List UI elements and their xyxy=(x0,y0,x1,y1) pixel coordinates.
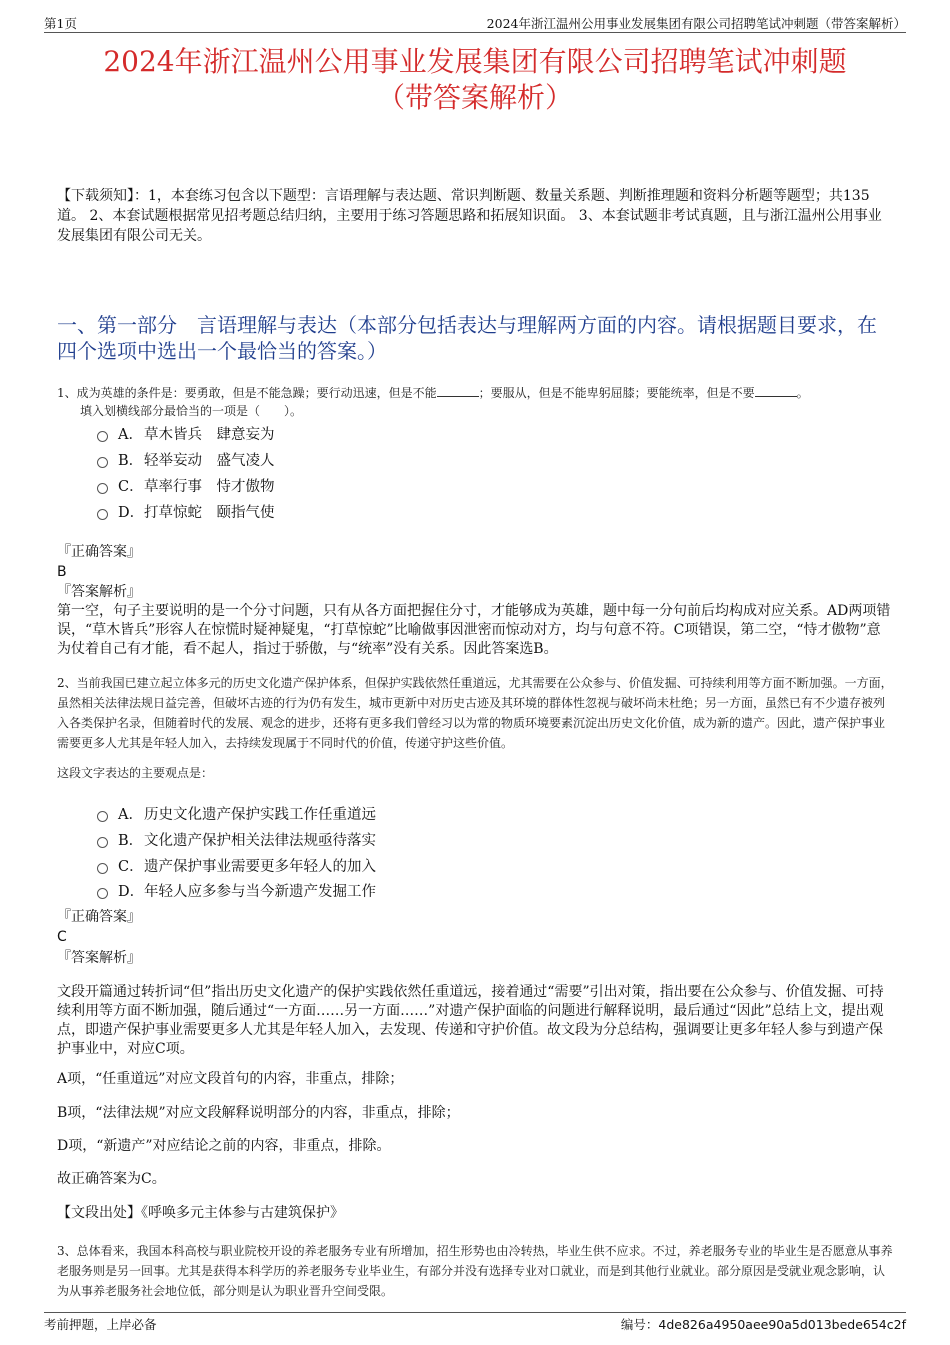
radio-icon[interactable] xyxy=(97,837,108,848)
page-number: 第1页 xyxy=(44,16,77,31)
download-notice: 【下载须知】：1，本套练习包含以下题型：言语理解与表达题、常识判断题、数量关系题、判断推理题和资料分析题等题型；共135道。 2、本套试题根据常见招考题总结归纳，主要用于练习答题思路和拓展知识面。 3、本套试题非考试真题，且与浙江温州公用事业发展集团有限公司无关。 xyxy=(57,188,882,244)
q1-instruction: 填入划横线部分最恰当的一项是（ ）。 xyxy=(80,404,303,418)
section-heading: 一、第一部分 言语理解与表达（本部分包括表达与理解两方面的内容。请根据题目要求，在四个选项中选出一个最恰当的答案。） xyxy=(57,313,877,363)
q2-answer: C xyxy=(57,929,67,945)
q2-note-d: D项，“新遗产”对应结论之前的内容，非重点，排除。 xyxy=(57,1138,391,1154)
q2-conclusion: 故正确答案为C。 xyxy=(57,1171,166,1187)
q2-analysis: 文段开篇通过转折词“但”指出历史文化遗产的保护实践依然任重道远，接着通过“需要”引出对策，指出要在公众参与、价值发掘、可持续利用等方面不断加强，随后通过“一方面……另一方面……”对遗产保护面临的问题进行解释说明，最后通过“因此”总结上文，提出观点，即遗产保护事业需要更多人尤其是年轻人加入，去发现、传递和守护价值。故文段为分总结构，强调要让更多年轻人参与到遗产保护事业中，对应C项。 xyxy=(57,984,884,1057)
q2-note-b: B项，“法律法规”对应文段解释说明部分的内容，非重点，排除； xyxy=(57,1105,460,1121)
q2-source: 【文段出处】《呼唤多元主体参与古建筑保护》 xyxy=(57,1205,344,1221)
q1-option-a[interactable]: A． 草木皆兵 肆意妄为 xyxy=(97,423,275,443)
radio-icon[interactable] xyxy=(97,888,108,899)
footer-slogan: 考前押题，上岸必备 xyxy=(44,1317,157,1332)
q1-analysis-label: 『答案解析』 xyxy=(57,584,141,600)
q1-answer-label: 『正确答案』 xyxy=(57,544,141,560)
q1-blank-1 xyxy=(437,385,479,397)
q2-option-d[interactable]: D． 年轻人应多参与当今新遗产发掘工作 xyxy=(97,880,376,900)
q2-option-b[interactable]: B． 文化遗产保护相关法律法规亟待落实 xyxy=(97,829,376,849)
q1-option-b[interactable]: B． 轻举妄动 盛气凌人 xyxy=(97,449,275,469)
q3-stem: 3、总体看来，我国本科高校与职业院校开设的养老服务专业有所增加，招生形势也由冷转热，毕业生供不应求。不过，养老服务专业的毕业生是否愿意从事养老服务则是另一回事。尤其是获得本科学历的养老服务专业毕业生，有部分并没有选择专业对口就业，而是到其他行业就业。部分原因是受就业观念影响，认为从事养老服务社会地位低，部分则是认为职业晋升空间受限。 xyxy=(57,1244,893,1298)
q2-option-c[interactable]: C． 遗产保护事业需要更多年轻人的加入 xyxy=(97,855,376,875)
q1-answer: B xyxy=(57,564,67,580)
page-header xyxy=(44,12,906,33)
q2-answer-label: 『正确答案』 xyxy=(57,909,141,925)
radio-icon[interactable] xyxy=(97,483,108,494)
q1-option-c[interactable]: C． 草率行事 恃才傲物 xyxy=(97,475,275,495)
footer-code: 编号：4de826a4950aee90a5d013bede654c2f xyxy=(620,1317,906,1332)
q2-note-a: A项，“任重道远”对应文段首句的内容，非重点，排除； xyxy=(57,1071,404,1087)
q1-analysis: 第一空，句子主要说明的是一个分寸问题，只有从各方面把握住分寸，才能够成为英雄，题中每一分句前后均构成对应关系。AD两项错误，“草木皆兵”形容人在惊慌时疑神疑鬼，“打草惊蛇”比喻做事因泄密而惊动对方，均与句意不符。C项错误，第二空，“恃才傲物”意为仗着自己有才能，看不起人，指过于骄傲，与“统率”没有关系。因此答案选B。 xyxy=(57,603,891,657)
header-doc-title: 2024年浙江温州公用事业发展集团有限公司招聘笔试冲刺题（带答案解析） xyxy=(486,16,906,31)
q1-blank-2 xyxy=(755,385,797,397)
radio-icon[interactable] xyxy=(97,811,108,822)
radio-icon[interactable] xyxy=(97,431,108,442)
radio-icon[interactable] xyxy=(97,457,108,468)
q2-stem: 2、当前我国已建立起立体多元的历史文化遗产保护体系，但保护实践依然任重道远，尤其需要在公众参与、价值发掘、可持续利用等方面不断加强。一方面，虽然相关法律法规日益完善，但破坏古迹的行为仍有发生，城市更新中对历史古迹及其环境的群体性忽视与破坏尚未杜绝；另一方面，虽然已有不少遗存被列入各类保护名录，但随着时代的发展、观念的进步，还将有更多我们曾经习以为常的物质环境要素沉淀出历史文化价值，成为新的遗产。因此，遗产保护事业需要更多人尤其是年轻人加入，去持续发现属于不同时代的价值，传递守护这些价值。 xyxy=(57,676,893,750)
radio-icon[interactable] xyxy=(97,509,108,520)
q1-stem-part3: 。 xyxy=(796,386,809,400)
q2-analysis-label: 『答案解析』 xyxy=(57,950,141,966)
page-footer xyxy=(44,1312,906,1333)
q1-option-d[interactable]: D． 打草惊蛇 颐指气使 xyxy=(97,501,275,521)
doc-title-line1: 2024年浙江温州公用事业发展集团有限公司招聘笔试冲刺题 xyxy=(103,45,847,78)
doc-title-line2: （带答案解析） xyxy=(376,81,573,114)
q1-stem-part1: 1、成为英雄的条件是：要勇敢，但是不能急躁；要行动迅速，但是不能 xyxy=(57,386,437,400)
q1-stem xyxy=(57,383,893,403)
q2-option-a[interactable]: A． 历史文化遗产保护实践工作任重道远 xyxy=(97,803,376,823)
radio-icon[interactable] xyxy=(97,863,108,874)
q2-question: 这段文字表达的主要观点是： xyxy=(57,766,214,780)
q1-stem-part2: ；要服从，但是不能卑躬屈膝；要能统率，但是不要 xyxy=(478,386,755,400)
